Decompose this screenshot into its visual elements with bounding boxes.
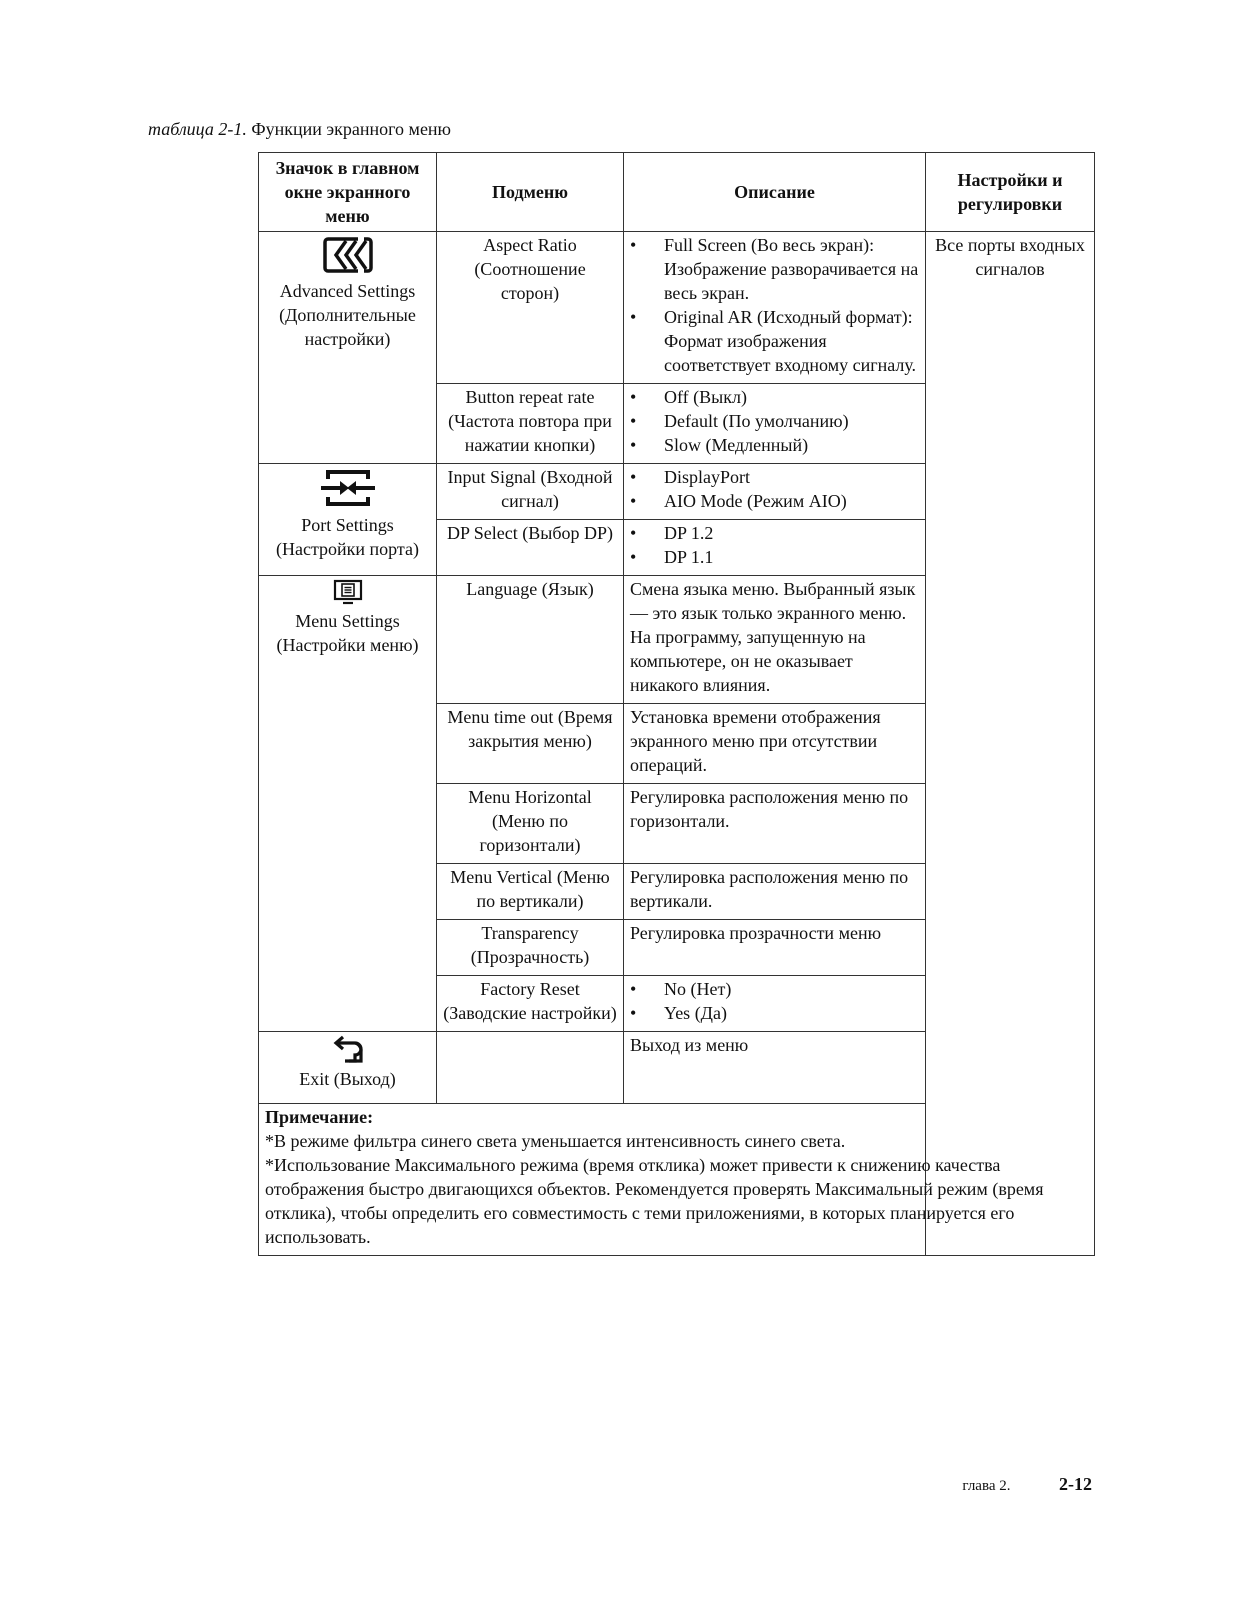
table-caption [148, 117, 451, 141]
description-cell [624, 520, 926, 576]
page-number: 2-12 [1059, 1474, 1092, 1494]
chapter-label: глава 2. [962, 1478, 1011, 1494]
header-icon: Значок в главном окне экранного меню [259, 153, 437, 232]
description-cell: Регулировка расположения меню по горизонтали. [624, 784, 926, 864]
note-row [259, 1104, 1095, 1256]
description-cell [624, 464, 926, 520]
submenu-input-signal: Input Signal (Входной сигнал) [437, 464, 624, 520]
table-row [259, 232, 1095, 384]
osd-functions-table [258, 152, 1095, 1256]
description-cell: Смена языка меню. Выбранный язык — это язык только экранного меню. На программу, запущенную на компьютере, он не оказывает никакого влияния. [624, 576, 926, 704]
port-arrows-icon [318, 467, 378, 509]
list-item: • Default (По умолчанию) [630, 409, 919, 433]
submenu-exit [437, 1032, 624, 1104]
group-advanced-settings [259, 232, 437, 464]
controls-all-ports: Все порты входных сигналов [926, 232, 1095, 1256]
description-cell [624, 384, 926, 464]
description-cell: Регулировка расположения меню по вертикали. [624, 864, 926, 920]
list-item: • DP 1.2 [630, 521, 919, 545]
list-item: • Slow (Медленный) [630, 433, 919, 457]
list-item: • DP 1.1 [630, 545, 919, 569]
description-cell: Установка времени отображения экранного меню при отсутствии операций. [624, 704, 926, 784]
group-label: Menu Settings (Настройки меню) [276, 611, 419, 655]
note-line: *В режиме фильтра синего света уменьшается интенсивность синего света. [265, 1131, 846, 1151]
group-menu-settings [259, 576, 437, 1032]
description-cell [624, 232, 926, 384]
page-footer [962, 1472, 1092, 1498]
group-port-settings [259, 464, 437, 576]
return-arrow-icon [331, 1035, 365, 1063]
list-item: • Off (Выкл) [630, 385, 919, 409]
header-submenu: Подменю [437, 153, 624, 232]
submenu-menu-time-out: Menu time out (Время закрытия меню) [437, 704, 624, 784]
list-item: • No (Нет) [630, 977, 919, 1001]
aspect-arrows-icon [322, 235, 374, 275]
note-cell [259, 1104, 1095, 1256]
group-exit [259, 1032, 437, 1104]
submenu-button-repeat-rate: Button repeat rate (Частота повтора при нажатии кнопки) [437, 384, 624, 464]
group-label: Advanced Settings (Дополнительные настройки) [279, 281, 416, 349]
menu-monitor-icon [333, 579, 363, 605]
description-cell [624, 976, 926, 1032]
caption-number: таблица 2-1. [148, 119, 247, 139]
list-item: • Yes (Да) [630, 1001, 919, 1025]
list-item: • AIO Mode (Режим AIO) [630, 489, 919, 513]
submenu-transparency: Transparency (Прозрачность) [437, 920, 624, 976]
description-cell: Выход из меню [624, 1032, 926, 1104]
submenu-language: Language (Язык) [437, 576, 624, 704]
submenu-aspect-ratio: Aspect Ratio (Соотношение сторон) [437, 232, 624, 384]
header-row [259, 153, 1095, 232]
submenu-dp-select: DP Select (Выбор DP) [437, 520, 624, 576]
submenu-menu-vertical: Menu Vertical (Меню по вертикали) [437, 864, 624, 920]
note-line: *Использование Максимального режима (время отклика) может привести к снижению качества отображения быстро двигающихся объектов. Рекомендуется проверять Максимальный режим (время отклика), чтобы определить его совместимость с теми приложениями, в которых планируется его использовать. [265, 1155, 1044, 1247]
submenu-factory-reset: Factory Reset (Заводские настройки) [437, 976, 624, 1032]
list-item: • Original AR (Исходный формат): Формат изображения соответствует входному сигналу. [630, 305, 919, 377]
description-cell: Регулировка прозрачности меню [624, 920, 926, 976]
group-label: Exit (Выход) [299, 1069, 396, 1089]
group-label: Port Settings (Настройки порта) [275, 515, 420, 559]
submenu-menu-horizontal: Menu Horizontal (Меню по горизонтали) [437, 784, 624, 864]
list-item: • Full Screen (Во весь экран): Изображение разворачивается на весь экран. [630, 233, 919, 305]
list-item: • DisplayPort [630, 465, 919, 489]
note-title: Примечание: [265, 1107, 374, 1127]
caption-text: Функции экранного меню [246, 119, 452, 139]
header-controls: Настройки и регулировки [926, 153, 1095, 232]
header-description: Описание [624, 153, 926, 232]
